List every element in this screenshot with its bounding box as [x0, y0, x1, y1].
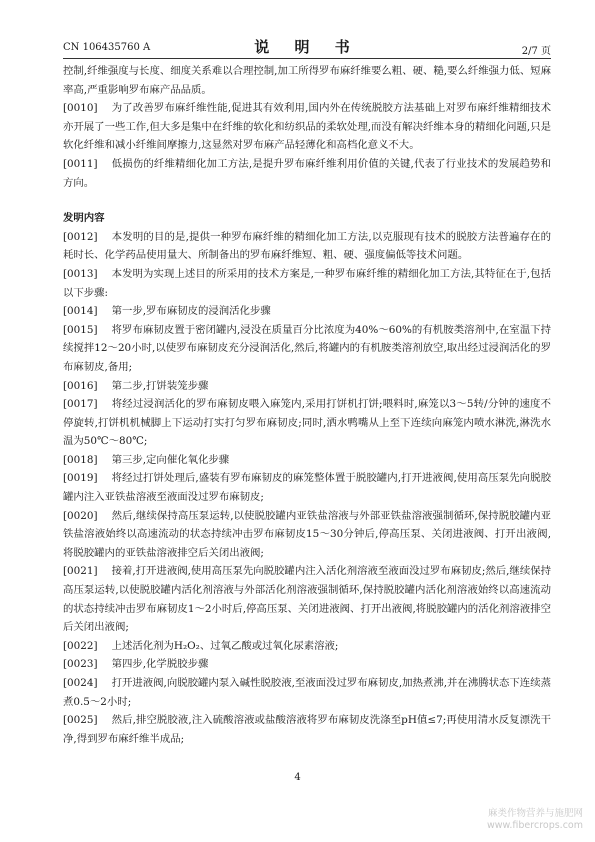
paragraph-text: 然后,排空脱胶液,注入硫酸溶液或盐酸溶液将罗布麻韧皮洗涤至pH值≤7;再使用清水反复漂洗干净,得到罗布麻纤维半成品;: [63, 714, 551, 745]
paragraph-text: 然后,继续保持高压泵运转,以使脱胶罐内亚铁盐溶液与外部亚铁盐溶液强制循环,保持脱胶罐内亚铁盐溶液始终以高速流动的状态持续冲击罗布麻韧皮15～30分钟后,停高压泵、关闭进液阀、打开出液阀,将脱胶罐内的亚铁盐溶液排空后关闭出液阀;: [63, 509, 551, 559]
paragraph-number: [0016]: [63, 379, 98, 392]
paragraph-0013: [63, 265, 551, 302]
watermark-title: 麻类作物营养与施肥网: [487, 808, 583, 819]
paragraph-text: 第三步,定向催化氧化步骤: [111, 453, 230, 466]
paragraph-0010: [63, 99, 551, 155]
paragraph-text: 将经过打饼处理后,盛装有罗布麻韧皮的麻笼整体置于脱胶罐内,打开进液阀,使用高压泵先向脱胶罐内注入亚铁盐溶液至液面没过罗布麻韧皮;: [63, 472, 551, 504]
page-number: 4: [294, 772, 301, 783]
paragraph-text: 上述活化剂为H₂O₂、过氧乙酸或过氧化尿素溶液;: [111, 639, 339, 652]
paragraph-0019: [63, 469, 551, 506]
document-number: CN 106435760 A: [63, 42, 151, 53]
paragraph-number: [0013]: [63, 267, 98, 280]
paragraph-0016: [63, 377, 551, 396]
watermark: [433, 808, 583, 832]
paragraph-text: 第四步,化学脱胶步骤: [111, 658, 209, 671]
document-body: [63, 62, 551, 748]
paragraph-text: 第一步,罗布麻韧皮的浸润活化步骤: [111, 305, 271, 318]
page-label: 2/7 页: [521, 46, 551, 57]
paragraph-0011: [63, 155, 551, 192]
paragraph-0020: [63, 507, 551, 563]
paragraph-number: [0025]: [63, 714, 98, 727]
paragraph-number: [0017]: [63, 398, 98, 411]
paragraph-number: [0018]: [63, 453, 98, 466]
paragraph-0014: [63, 302, 551, 321]
paragraph-text: 将经过浸润活化的罗布麻韧皮喂入麻笼内,采用打饼机打饼;喂料时,麻笼以3～5转/分钟的速度不停旋转,打饼机机械脚上下运动打实打匀罗布麻韧皮;同时,洒水鸭嘴从上至下连续向麻笼内喷水淋洗,淋洗水温为50℃～80℃;: [63, 398, 551, 448]
paragraph-number: [0024]: [63, 677, 98, 689]
paragraph-0015: [63, 321, 551, 377]
paragraph-text: 本发明为实现上述目的所采用的技术方案是,一种罗布麻纤维的精细化加工方法,其特征在于,包括以下步骤:: [63, 267, 551, 299]
paragraph-number: [0011]: [63, 157, 98, 170]
paragraph-text: 为了改善罗布麻纤维性能,促进其有效利用,国内外在传统脱胶方法基础上对罗布麻纤维精细技术亦开展了一些工作,但大多是集中在纤维的软化和纺织品的柔软处理,而没有解决纤维本身的精细化问题,只是软化纤维和减小纤维间摩擦力,这显然对罗布麻产品轻薄化和高档化意义不大。: [63, 102, 551, 152]
paragraph-text: 将罗布麻韧皮置于密闭罐内,浸没在质量百分比浓度为40%～60%的有机胺类溶剂中,在室温下持续搅拌12～20小时,以使罗布麻韧皮充分浸润活化,然后,将罐内的有机胺类溶剂放空,取出经过浸润活化的罗布麻韧皮,备用;: [63, 323, 551, 373]
paragraph-number: [0019]: [63, 472, 98, 485]
paragraph-text: 第二步,打饼装笼步骤: [111, 379, 209, 392]
paragraph-0021: [63, 562, 551, 636]
paragraph-0022: [63, 637, 551, 656]
paragraph-number: [0022]: [63, 639, 98, 652]
paragraph-0017: [63, 395, 551, 451]
paragraph-0018: [63, 451, 551, 470]
page-header: [63, 36, 551, 58]
document-title: 说 明 书: [254, 38, 360, 56]
section-heading: 发明内容: [63, 212, 105, 225]
paragraph-number: [0020]: [63, 509, 98, 522]
paragraph-number: [0012]: [63, 230, 98, 243]
paragraph-0025: [63, 711, 551, 748]
paragraph-text: 本发明的目的是,提供一种罗布麻纤维的精细化加工方法,以克服现有技术的脱胶方法普遍存在的耗时长、化学药品使用量大、所制备出的罗布麻纤维短、粗、硬、强度偏低等技术问题。: [63, 230, 551, 262]
paragraph-0024: [63, 674, 551, 711]
paragraph-number: [0023]: [63, 658, 98, 671]
header-divider: [63, 58, 551, 59]
paragraph-0023: [63, 655, 551, 674]
paragraph-number: [0015]: [63, 323, 98, 336]
watermark-url: www.fibercrops.com: [486, 820, 583, 831]
paragraph-number: [0010]: [63, 102, 98, 115]
paragraph-text: 打开进液阀,向脱胶罐内泵入碱性脱胶液,至液面没过罗布麻韧皮,加热煮沸,并在沸腾状态下连续蒸煮0.5～2小时;: [63, 677, 551, 708]
paragraph-number: [0021]: [63, 565, 98, 578]
paragraph-number: [0014]: [63, 305, 98, 318]
paragraph-0012: [63, 228, 551, 265]
paragraph-text: 接着,打开进液阀,使用高压泵先向脱胶罐内注入活化剂溶液至液面没过罗布麻韧皮;然后,继续保持高压泵运转,以使脱胶罐内活化剂溶液与外部活化剂溶液强制循环,保持脱胶罐内活化剂溶液始终以高速流动的状态持续冲击罗布麻韧皮1～2小时后,停高压泵、关闭进液阀、打开出液阀,将脱胶罐内的活化剂溶液排空后关闭出液阀;: [63, 565, 551, 634]
paragraph-text: 低损伤的纤维精细化加工方法,是提升罗布麻纤维利用价值的关键,代表了行业技术的发展趋势和方向。: [63, 157, 551, 189]
intro-paragraph: 控制,纤维强度与长度、细度关系难以合理控制,加工所得罗布麻纤维要么粗、硬、糙,要么纤维强力低、短麻率高,严重影响罗布麻产品品质。: [63, 65, 551, 96]
